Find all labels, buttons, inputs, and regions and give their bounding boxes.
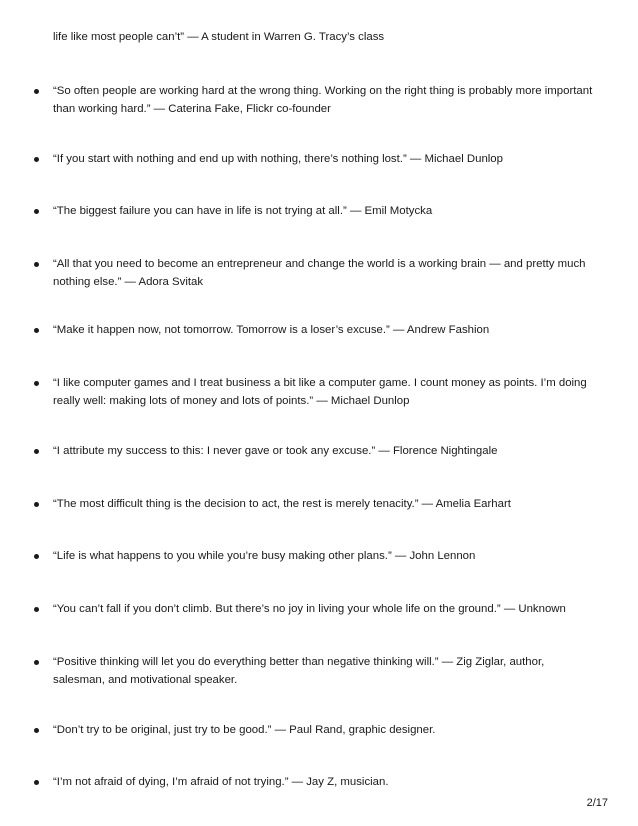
quote-item [53, 547, 598, 565]
quote-text: “I like computer games and I treat business a bit like a computer game. I count money as points. I’m doing really well: making lots of money and lots of points.” — Michael Dunlop [53, 377, 587, 407]
quote-text: “So often people are working hard at the wrong thing. Working on the right thing is probably more important than working hard.” — Caterina Fake, Flickr co-founder [53, 85, 593, 115]
quote-item [53, 773, 598, 791]
bullet-icon [34, 660, 39, 665]
page-number: 2/17 [586, 797, 608, 809]
quote-text: “The biggest failure you can have in life is not trying at all.” — Emil Motycka [53, 205, 433, 217]
quote-text: “I’m not afraid of dying, I’m afraid of not trying.” — Jay Z, musician. [53, 776, 389, 788]
quote-item [53, 653, 598, 689]
quote-item [53, 374, 598, 410]
quote-text: “All that you need to become an entrepreneur and change the world is a working brain — and pretty much nothing else.” — Adora Svitak [53, 258, 586, 288]
bullet-icon [34, 728, 39, 733]
bullet-icon [34, 502, 39, 507]
quote-text: “Make it happen now, not tomorrow. Tomorrow is a loser’s excuse.” — Andrew Fashion [53, 324, 490, 336]
quote-item [53, 321, 598, 339]
quote-item [53, 600, 598, 618]
bullet-icon [34, 209, 39, 214]
bullet-icon [34, 381, 39, 386]
quote-text: “If you start with nothing and end up with nothing, there’s nothing lost.” — Michael Dunlop [53, 153, 503, 165]
quote-text: “Life is what happens to you while you’re busy making other plans.” — John Lennon [53, 550, 476, 562]
quote-item [53, 495, 598, 513]
quote-text: “The most difficult thing is the decision to act, the rest is merely tenacity.” — Amelia Earhart [53, 498, 511, 510]
quote-text: “Don’t try to be original, just try to be good.” — Paul Rand, graphic designer. [53, 724, 436, 736]
quote-item [53, 82, 598, 118]
quote-continuation: life like most people can’t” — A student in Warren G. Tracy’s class [53, 31, 385, 43]
bullet-icon [34, 607, 39, 612]
quote-item [53, 202, 598, 220]
bullet-icon [34, 89, 39, 94]
quote-item [53, 150, 598, 168]
quote-item [53, 255, 598, 291]
quote-text: “Positive thinking will let you do everything better than negative thinking will.” — Zig Ziglar, author, salesman, and motivational speaker. [53, 656, 545, 686]
bullet-icon [34, 262, 39, 267]
quote-text: “I attribute my success to this: I never gave or took any excuse.” — Florence Nightingale [53, 445, 498, 457]
bullet-icon [34, 157, 39, 162]
bullet-icon [34, 554, 39, 559]
bullet-icon [34, 328, 39, 333]
quote-item [53, 442, 598, 460]
bullet-icon [34, 449, 39, 454]
bullet-icon [34, 780, 39, 785]
quote-item [53, 721, 598, 739]
quote-text: “You can’t fall if you don’t climb. But there’s no joy in living your whole life on the ground.” — Unknown [53, 603, 566, 615]
